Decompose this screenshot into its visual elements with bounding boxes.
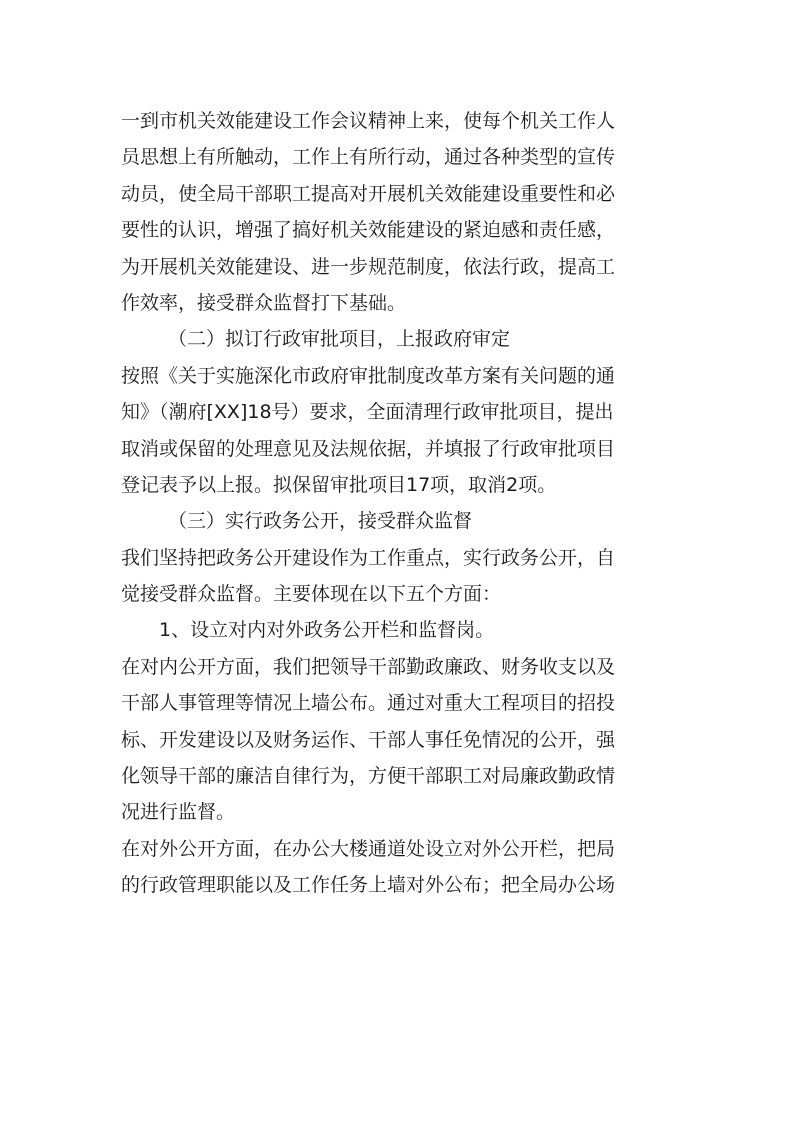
section-heading: （三）实行政务公开，接受群众监督 <box>168 510 473 533</box>
paragraph-line: 按照《关于实施深化市政府审批制度改革方案有关问题的通 <box>121 364 616 387</box>
paragraph-line: 为开展机关效能建设、进一步规范制度，依法行政，提高工 <box>121 255 616 278</box>
paragraph-line: 况进行监督。 <box>121 801 236 824</box>
paragraph-line: 我们坚持把政务公开建设作为工作重点，实行政务公开，自 <box>121 546 616 569</box>
paragraph-line: 在对内公开方面，我们把领导干部勤政廉政、财务收支以及 <box>121 655 616 678</box>
paragraph-line: 觉接受群众监督。主要体现在以下五个方面： <box>121 583 502 606</box>
paragraph-line: 员思想上有所触动，工作上有所行动，通过各种类型的宣传 <box>121 146 616 169</box>
paragraph-line: 取消或保留的处理意见及法规依据，并填报了行政审批项目 <box>121 437 616 460</box>
numbered-item: 1、设立对内对外政务公开栏和监督岗。 <box>159 619 495 642</box>
paragraph-line: 化领导干部的廉洁自律行为，方便干部职工对局廉政勤政情 <box>121 765 616 788</box>
section-heading: （二）拟订行政审批项目，上报政府审定 <box>168 328 511 351</box>
paragraph-line: 动员，使全局干部职工提高对开展机关效能建设重要性和必 <box>121 182 616 205</box>
paragraph-line: 干部人事管理等情况上墙公布。通过对重大工程项目的招投 <box>121 692 616 715</box>
paragraph-line: 知》（潮府[XX]18号）要求，全面清理行政审批项目，提出 <box>121 401 614 424</box>
paragraph-line: 一到市机关效能建设工作会议精神上来，使每个机关工作人 <box>121 110 616 132</box>
paragraph-line: 要性的认识，增强了搞好机关效能建设的紧迫感和责任感， <box>121 219 616 242</box>
paragraph-line: 在对外公开方面，在办公大楼通道处设立对外公开栏，把局 <box>121 837 616 860</box>
paragraph-line: 作效率，接受群众监督打下基础。 <box>121 291 407 314</box>
paragraph-line: 登记表予以上报。拟保留审批项目17项，取消2项。 <box>121 473 557 496</box>
paragraph-line: 标、开发建设以及财务运作、干部人事任免情况的公开，强 <box>121 728 616 751</box>
document-body <box>121 103 681 904</box>
paragraph-line: 的行政管理职能以及工作任务上墙对外公布；把全局办公场 <box>121 874 616 897</box>
